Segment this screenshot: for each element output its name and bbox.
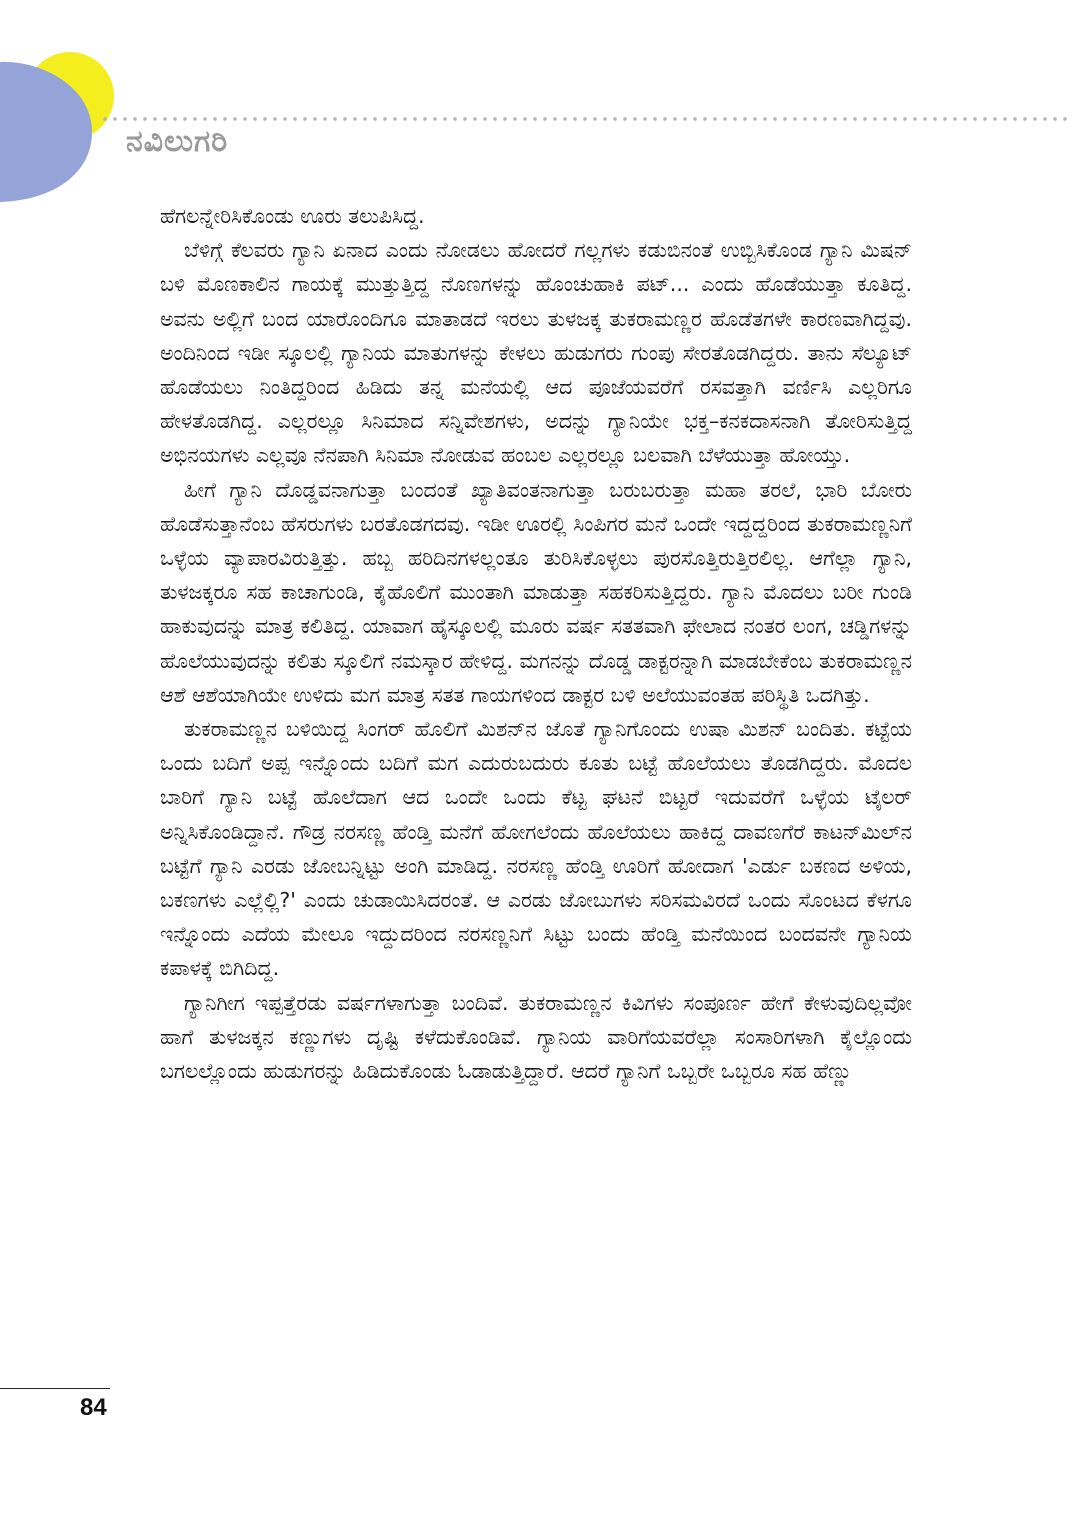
paragraph-3: ಹೀಗೆ ಗ್ಯಾನಿ ದೊಡ್ಡವನಾಗುತ್ತಾ ಬಂದಂತೆ ಖ್ಯಾತಿವಂತನಾಗುತ್ತಾ ಬರುಬರುತ್ತಾ ಮಹಾ ತರಲೆ, ಭಾರಿ ಬೋರು ಹೊಡೆಸುತ್ತಾನೆಂಬ ಹೆಸರುಗಳು ಬರತೊಡಗದವು. ಇಡೀ ಊರಲ್ಲಿ ಸಿಂಪಿಗರ ಮನೆ ಒಂದೇ ಇದ್ದದ್ದರಿಂದ ತುಕರಾಮಣ್ಣನಿಗೆ ಒಳ್ಳೆಯ ವ್ಯಾಪಾರವಿರುತ್ತಿತ್ತು. ಹಬ್ಬ ಹರಿದಿನಗಳಲ್ಲಂತೂ ತುರಿಸಿಕೊಳ್ಳಲು ಪುರಸೊತ್ತಿರುತ್ತಿರಲಿಲ್ಲ. ಆಗೆಲ್ಲಾ ಗ್ಯಾನಿ, ತುಳಜಕ್ಕರೂ ಸಹ ಕಾಚಾಗುಂಡಿ, ಕೈಹೊಲಿಗೆ ಮುಂತಾಗಿ ಮಾಡುತ್ತಾ ಸಹಕರಿಸುತ್ತಿದ್ದರು. ಗ್ಯಾನಿ ಮೊದಲು ಬರೀ ಗುಂಡಿ ಹಾಕುವುದನ್ನು ಮಾತ್ರ ಕಲಿತಿದ್ದ. ಯಾವಾಗ ಹೈಸ್ಕೂಲಲ್ಲಿ ಮೂರು ವರ್ಷ ಸತತವಾಗಿ ಫೇಲಾದ ನಂತರ ಲಂಗ, ಚಡ್ಡಿಗಳನ್ನು ಹೊಲೆಯುವುದನ್ನು ಕಲಿತು ಸ್ಕೂಲಿಗೆ ನಮಸ್ಕಾರ ಹೇಳಿದ್ದ. ಮಗನನ್ನು ದೊಡ್ಡ ಡಾಕ್ಟರನ್ನಾಗಿ ಮಾಡಬೇಕೆಂಬ ತುಕರಾಮಣ್ಣನ ಆಶೆ ಆಶೆಯಾಗಿಯೇ ಉಳಿದು ಮಗ ಮಾತ್ರ ಸತತ ಗಾಯಗಳಿಂದ ಡಾಕ್ಟರ ಬಳಿ ಅಲೆಯುವಂತಹ ಪರಿಸ್ಥಿತಿ ಒದಗಿತ್ತು. bbox=[160, 477, 912, 707]
header-decoration bbox=[0, 0, 140, 220]
paragraph-4: ತುಕರಾಮಣ್ಣನ ಬಳಿಯಿದ್ದ ಸಿಂಗರ್ ಹೊಲಿಗೆ ಮಿಶನ್‌ನ ಜೊತೆ ಗ್ಯಾನಿಗೊಂದು ಉಷಾ ಮಿಶನ್ ಬಂದಿತು. ಕಟ್ಟೆಯ ಒಂದು ಬದಿಗೆ ಅಪ್ಪ ಇನ್ನೊಂದು ಬದಿಗೆ ಮಗ ಎದುರುಬದುರು ಕೂತು ಬಟ್ಟೆ ಹೊಲೆಯಲು ತೊಡಗಿದ್ದರು. ಮೊದಲ ಬಾರಿಗೆ ಗ್ಯಾನಿ ಬಟ್ಟೆ ಹೊಲೆದಾಗ ಆದ ಒಂದೇ ಒಂದು ಕೆಟ್ಟ ಘಟನೆ ಬಿಟ್ಟರೆ ಇದುವರೆಗೆ ಒಳ್ಳೆಯ ಟೈಲರ್ ಅನ್ನಿಸಿಕೊಂಡಿದ್ದಾನೆ. ಗೌಡ್ರ ನರಸಣ್ಣ ಹೆಂಡ್ತಿ ಮನೆಗೆ ಹೋಗಲೆಂದು ಹೊಲೆಯಲು ಹಾಕಿದ್ದ ದಾವಣಗೆರೆ ಕಾಟನ್‌ಮಿಲ್‌ನ ಬಟ್ಟೆಗೆ ಗ್ಯಾನಿ ಎರಡು ಜೋಬನ್ನಿಟ್ಟು ಅಂಗಿ ಮಾಡಿದ್ದ. ನರಸಣ್ಣ ಹೆಂಡ್ತಿ ಊರಿಗೆ ಹೋದಾಗ 'ಎರ್ಡು ಬಕಣದ ಅಳಿಯ, ಬಕಣಗಳು ಎಲ್ಲೆಲ್ಲಿ?' ಎಂದು ಚುಡಾಯಿಸಿದರಂತೆ. ಆ ಎರಡು ಜೋಬುಗಳು ಸರಿಸಮವಿರದೆ ಒಂದು ಸೊಂಟದ ಕೆಳಗೂ ಇನ್ನೊಂದು ಎದೆಯ ಮೇಲೂ ಇದ್ದುದರಿಂದ ನರಸಣ್ಣನಿಗೆ ಸಿಟ್ಟು ಬಂದು ಹೆಂಡ್ತಿ ಮನೆಯಿಂದ ಬಂದವನೇ ಗ್ಯಾನಿಯ ಕಪಾಳಕ್ಕೆ ಬಿಗಿದಿದ್ದ. bbox=[160, 717, 912, 981]
page-number: 84 bbox=[80, 1394, 107, 1421]
running-header-title: ನವಿಲುಗರಿ bbox=[126, 124, 229, 159]
header-dotted-rule bbox=[100, 116, 1072, 122]
paragraph-2: ಬೆಳಿಗ್ಗೆ ಕೆಲವರು ಗ್ಯಾನಿ ಏನಾದ ಎಂದು ನೋಡಲು ಹೋದರೆ ಗಲ್ಲಗಳು ಕಡುಬಿನಂತೆ ಉಬ್ಬಿಸಿಕೊಂಡ ಗ್ಯಾನಿ ಮಿಷನ್ ಬಳಿ ಮೊಣಕಾಲಿನ ಗಾಯಕ್ಕೆ ಮುತ್ತುತ್ತಿದ್ದ ನೊಣಗಳನ್ನು ಹೊಂಚುಹಾಕಿ ಪಟ್... ಎಂದು ಹೊಡೆಯುತ್ತಾ ಕೂತಿದ್ದ. ಅವನು ಅಲ್ಲಿಗೆ ಬಂದ ಯಾರೊಂದಿಗೂ ಮಾತಾಡದೆ ಇರಲು ತುಳಜಕ್ಕ ತುಕರಾಮಣ್ಣರ ಹೊಡೆತಗಳೇ ಕಾರಣವಾಗಿದ್ದವು. ಅಂದಿನಿಂದ ಇಡೀ ಸ್ಕೂಲಲ್ಲಿ ಗ್ಯಾನಿಯ ಮಾತುಗಳನ್ನು ಕೇಳಲು ಹುಡುಗರು ಗುಂಪು ಸೇರತೊಡಗಿದ್ದರು. ತಾನು ಸೆಲ್ಯೂಟ್ ಹೊಡೆಯಲು ನಿಂತಿದ್ದರಿಂದ ಹಿಡಿದು ತನ್ನ ಮನೆಯಲ್ಲಿ ಆದ ಪೂಜೆಯವರೆಗೆ ರಸವತ್ತಾಗಿ ವರ್ಣಿಸಿ ಎಲ್ಲರಿಗೂ ಹೇಳತೊಡಗಿದ್ದ. ಎಲ್ಲರಲ್ಲೂ ಸಿನಿಮಾದ ಸನ್ನಿವೇಶಗಳು, ಅದನ್ನು ಗ್ಯಾನಿಯೇ ಭಕ್ತ–ಕನಕದಾಸನಾಗಿ ತೋರಿಸುತ್ತಿದ್ದ ಅಭಿನಯಗಳು ಎಲ್ಲವೂ ನೆನಪಾಗಿ ಸಿನಿಮಾ ನೋಡುವ ಹಂಬಲ ಎಲ್ಲರಲ್ಲೂ ಬಲವಾಗಿ ಬೆಳೆಯುತ್ತಾ ಹೋಯ್ತು. bbox=[160, 238, 912, 468]
body-text bbox=[160, 199, 912, 1088]
paragraph-1: ಹೆಗಲನ್ನೇರಿಸಿಕೊಂಡು ಊರು ತಲುಪಿಸಿದ್ದ. bbox=[160, 204, 425, 228]
folio-rule bbox=[0, 1388, 110, 1389]
paragraph-5: ಗ್ಯಾನಿಗೀಗ ಇಪ್ಪತ್ತೆರಡು ವರ್ಷಗಳಾಗುತ್ತಾ ಬಂದಿವೆ. ತುಕರಾಮಣ್ಣನ ಕಿವಿಗಳು ಸಂಪೂರ್ಣ ಹೇಗೆ ಕೇಳುವುದಿಲ್ಲವೋ ಹಾಗೆ ತುಳಜಕ್ಕನ ಕಣ್ಣುಗಳು ದೃಷ್ಟಿ ಕಳೆದುಕೊಂಡಿವೆ. ಗ್ಯಾನಿಯ ವಾರಿಗೆಯವರೆಲ್ಲಾ ಸಂಸಾರಿಗಳಾಗಿ ಕೈಲ್ಲೊಂದು ಬಗಲಲ್ಲೊಂದು ಹುಡುಗರನ್ನು ಹಿಡಿದುಕೊಂಡು ಓಡಾಡುತ್ತಿದ್ದಾರೆ. ಆದರೆ ಗ್ಯಾನಿಗೆ ಒಬ್ಬರೇ ಒಬ್ಬರೂ ಸಹ ಹೆಣ್ಣು bbox=[160, 990, 912, 1084]
